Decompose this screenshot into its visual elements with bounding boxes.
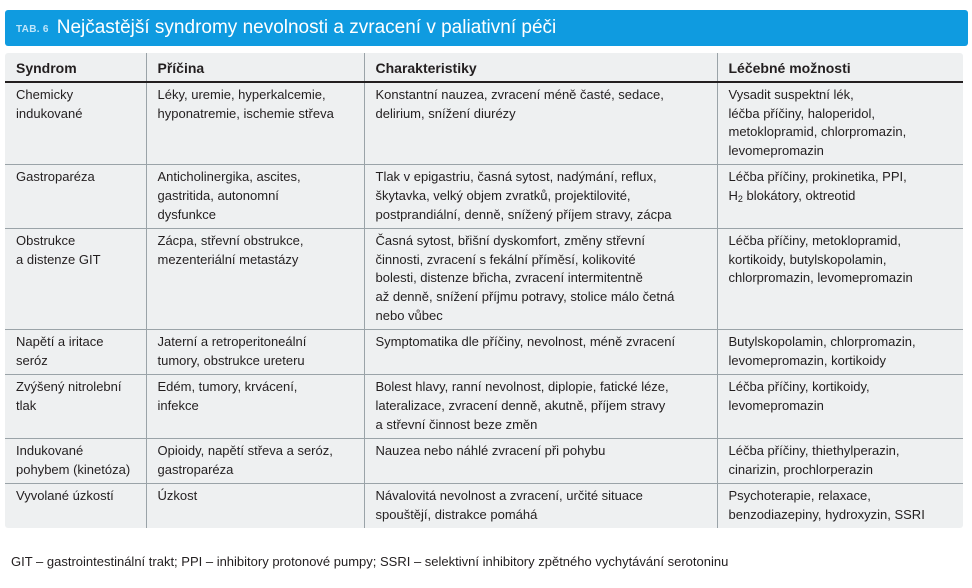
cell-line: Konstantní nauzea, zvracení méně časté, sedace,	[375, 87, 664, 102]
cell-lecba	[717, 330, 963, 375]
table-row	[5, 484, 963, 529]
cell-line: nebo vůbec	[375, 307, 443, 323]
cell-line: Léčba příčiny, prokinetika, PPI,	[728, 169, 907, 185]
cell-pricina	[146, 375, 364, 439]
cell-line: Zácpa, střevní obstrukce,	[157, 233, 304, 249]
table-row	[5, 330, 963, 375]
cell-line: Časná sytost, břišní dyskomfort, změny střevní	[375, 233, 645, 249]
column-header-lecba: Léčebné možnosti	[717, 53, 963, 82]
table-number: TAB. 6	[16, 24, 49, 35]
table-header-bar	[5, 10, 968, 46]
cell-line: hyponatremie, ischemie střeva	[157, 105, 334, 121]
table-container	[5, 53, 963, 528]
cell-line: Gastroparéza	[16, 169, 95, 185]
cell-line: Léčba příčiny, metoklopramid,	[728, 233, 901, 249]
cell-line: a střevní činnost beze změn	[375, 416, 538, 432]
cell-syndrom	[5, 82, 146, 165]
cell-line: pohybem (kinetóza)	[16, 461, 131, 477]
cell-line: Indukované	[16, 443, 84, 459]
cell-syndrom	[5, 484, 146, 529]
cell-line: Úzkost	[157, 488, 198, 504]
cell-line: chlorpromazin, levomepromazin	[728, 270, 913, 286]
cell-lecba	[717, 229, 963, 330]
cell-line: Návalovitá nevolnost a zvracení, určité situace	[375, 488, 643, 504]
cell-line: Napětí a iritace	[16, 334, 104, 350]
cell-line: delirium, snížení diurézy	[375, 105, 516, 121]
h2-prefix: H	[728, 187, 738, 203]
table-row	[5, 82, 963, 165]
cell-pricina	[146, 330, 364, 375]
cell-line: gastritida, autonomní	[157, 187, 279, 203]
cell-line: léčba příčiny, haloperidol,	[728, 105, 875, 121]
cell-line: tumory, obstrukce ureteru	[157, 352, 305, 368]
cell-line: seróz	[16, 352, 48, 368]
h2-subscript: 2	[737, 193, 743, 204]
cell-lecba	[717, 484, 963, 529]
footnote: GIT – gastrointestinální trakt; PPI – inhibitory protonové pumpy; SSRI – selektivní inhibitory zpětného vychytávání serotoninu	[11, 554, 729, 569]
cell-line-h2	[729, 187, 956, 206]
cell-line: Obstrukce	[16, 233, 76, 249]
cell-line: Chemicky	[16, 87, 74, 102]
cell-pricina	[146, 165, 364, 229]
cell-syndrom	[5, 330, 146, 375]
cell-line: Symptomatika dle příčiny, nevolnost, méně zvracení	[375, 334, 676, 350]
cell-line: Léčba příčiny, kortikoidy,	[728, 379, 870, 395]
cell-charakteristiky	[364, 439, 717, 484]
column-header-syndrom: Syndrom	[5, 53, 146, 82]
cell-pricina	[146, 439, 364, 484]
cell-syndrom	[5, 229, 146, 330]
cell-line: benzodiazepiny, hydroxyzin, SSRI	[728, 506, 925, 522]
table-title: Nejčastější syndromy nevolnosti a zvracení v paliativní péči	[56, 17, 557, 38]
cell-pricina	[146, 484, 364, 529]
cell-line: mezenteriální metastázy	[157, 251, 299, 267]
table-row	[5, 375, 963, 439]
cell-line: Tlak v epigastriu, časná sytost, nadýmání, reflux,	[375, 169, 657, 185]
cell-charakteristiky	[364, 229, 717, 330]
cell-line: Jaterní a retroperitoneální	[157, 334, 307, 350]
cell-pricina	[146, 229, 364, 330]
cell-line: indukované	[16, 105, 83, 121]
cell-line: tlak	[16, 397, 37, 413]
table-body	[5, 82, 963, 528]
cell-line: gastroparéza	[157, 461, 234, 477]
cell-syndrom	[5, 375, 146, 439]
cell-line: Anticholinergika, ascites,	[157, 169, 301, 185]
cell-charakteristiky	[364, 484, 717, 529]
cell-pricina	[146, 82, 364, 165]
cell-line: Zvýšený nitrolební	[16, 379, 122, 395]
cell-syndrom	[5, 165, 146, 229]
cell-line: dysfunkce	[157, 206, 217, 222]
cell-line: činnosti, zvracení s fekální příměsí, kolikovité	[375, 251, 636, 267]
table-row	[5, 439, 963, 484]
cell-charakteristiky	[364, 375, 717, 439]
cell-line: Léky, uremie, hyperkalcemie,	[157, 87, 326, 102]
cell-line: Nauzea nebo náhlé zvracení při pohybu	[375, 443, 606, 459]
cell-line: postprandiální, denně, snížený příjem stravy, zácpa	[375, 206, 672, 222]
cell-line: Vysadit suspektní lék,	[728, 87, 854, 102]
cell-line: lateralizace, zvracení denně, akutně, příjem stravy	[375, 397, 666, 413]
cell-line: Opioidy, napětí střeva a seróz,	[157, 443, 333, 459]
cell-lecba	[717, 439, 963, 484]
table-row	[5, 229, 963, 330]
column-header-charakteristiky: Charakteristiky	[364, 53, 717, 82]
h2-suffix: blokátory, oktreotid	[742, 187, 856, 203]
cell-line: Edém, tumory, krvácení,	[157, 379, 298, 395]
cell-line: až denně, snížení příjmu potravy, stolice málo četná	[375, 288, 675, 304]
cell-line: Bolest hlavy, ranní nevolnost, diplopie, fatické léze,	[375, 379, 669, 395]
cell-line: Psychoterapie, relaxace,	[728, 488, 871, 504]
cell-lecba	[717, 375, 963, 439]
cell-line: bolesti, distenze břicha, zvracení intermitentně	[375, 270, 643, 286]
cell-syndrom	[5, 439, 146, 484]
cell-line: cinarizin, prochlorperazin	[728, 461, 874, 477]
cell-line: Vyvolané úzkostí	[16, 488, 114, 504]
cell-line: spouštějí, distrakce pomáhá	[375, 506, 538, 522]
cell-lecba	[717, 165, 963, 229]
cell-line: metoklopramid, chlorpromazin,	[728, 124, 907, 140]
cell-line: škytavka, velký objem zvratků, projektilovité,	[375, 187, 631, 203]
cell-line: levomepromazin	[728, 142, 824, 158]
cell-line: a distenze GIT	[16, 251, 101, 267]
cell-line: levomepromazin, kortikoidy	[728, 352, 887, 368]
cell-line: Butylskopolamin, chlorpromazin,	[728, 334, 916, 350]
syndromes-table	[5, 53, 963, 528]
table-header-row	[5, 53, 963, 82]
column-header-pricina: Příčina	[146, 53, 364, 82]
cell-charakteristiky	[364, 330, 717, 375]
cell-line: infekce	[157, 397, 199, 413]
cell-line: kortikoidy, butylskopolamin,	[728, 251, 887, 267]
cell-line: levomepromazin	[728, 397, 824, 413]
cell-lecba	[717, 82, 963, 165]
cell-line: Léčba příčiny, thiethylperazin,	[728, 443, 900, 459]
cell-charakteristiky	[364, 165, 717, 229]
table-row	[5, 165, 963, 229]
cell-charakteristiky	[364, 82, 717, 165]
